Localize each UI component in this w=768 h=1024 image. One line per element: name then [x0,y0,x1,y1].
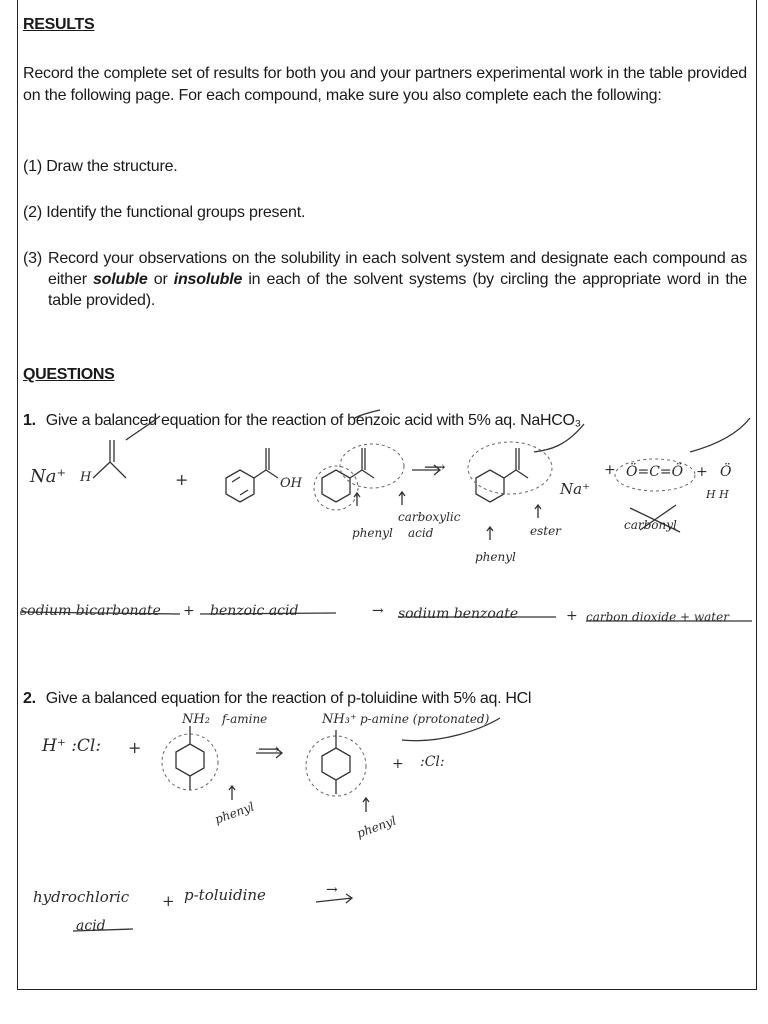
hand-arrow-1: ⟶ [424,458,446,476]
hand-nh2: NH₂ [182,712,210,727]
soluble-word: soluble [92,271,148,288]
hand-hcl: H⁺ :Cl: [42,736,102,756]
questions-heading: QUESTIONS [23,366,115,383]
hand-q2-word-arrow: → [326,882,338,898]
hand-plus-3: + [696,464,708,480]
hand-oh: OH [280,476,302,491]
hand-co2: Ö=C=Ö [626,464,684,480]
hand-amine: f-amine [222,712,268,726]
insoluble-word: insoluble [173,271,243,288]
hand-h2o-h: H H [706,488,729,501]
results-item-2: (2) Identify the functional groups present. [23,204,306,221]
hand-nh3: NH₃⁺ [322,712,357,727]
hand-word-arrow: → [372,603,384,619]
hand-h: H [80,470,92,485]
hand-plus-1: + [175,470,189,489]
hand-carboxylic: carboxylic [398,510,461,524]
results-intro: Record the complete set of results for both you and your partners experimental work in the table provided on the following page. For each compound, make sure you also complete each the following: [23,65,747,104]
item-3-text-b: in each of the solvent systems (by circling the appropriate word in the table provided). [48,271,747,309]
item-3-text-a: Record your observations on the solubility in each solvent system and designate each compound as either [48,250,747,288]
hand-word-3: sodium benzoate [398,606,519,622]
item-3-number: (3) [23,250,42,267]
hand-q2-arrow: ⟶ [258,740,280,758]
hand-q2-word-plus: + [162,892,175,910]
hand-q2-word-1: hydrochloric [33,888,130,906]
hand-q2-word-2: p-toluidine [184,886,266,904]
hand-carbonyl: carbonyl [624,518,677,532]
item-3-or: or [147,271,174,288]
hand-q2-phenyl-2: phenyl [354,813,399,841]
hand-word-2: benzoic acid [210,603,299,619]
hand-word-4: carbon dioxide + water [586,610,729,624]
hand-ester: ester [530,524,561,538]
hand-phenyl-2: phenyl [475,550,516,564]
hand-q2-phenyl-1: phenyl [212,799,257,827]
hand-q2-plus-2: + [392,756,404,772]
hand-acid: acid [408,526,434,540]
hand-cl: :Cl: [420,754,445,770]
results-item-1: (1) Draw the structure. [23,158,178,175]
hand-q2-word-1b: acid [76,918,106,934]
hand-word-1: sodium bicarbonate [20,603,161,619]
question-2-number: 2. [23,690,36,707]
question-1-number: 1. [23,412,36,429]
hand-amine-protonated: p-amine (protonated) [360,712,490,726]
hand-q2-plus-1: + [128,738,142,757]
question-2-text: Give a balanced equation for the reaction of p-toluidine with 5% aq. HCl [45,690,532,707]
hand-phenyl-1: phenyl [352,526,393,540]
hand-word-plus-2: + [566,608,578,624]
hand-word-plus-1: + [183,603,195,619]
results-heading: RESULTS [23,16,95,33]
hand-plus-2: + [604,462,616,478]
hand-na-plus: Na⁺ [30,466,66,487]
question-1-text: Give a balanced equation for the reaction of benzoic acid with 5% aq. NaHCO₃ [45,412,581,429]
hand-na-plus-2: Na⁺ [560,480,590,498]
hand-h2o-o: Ö [720,464,732,480]
